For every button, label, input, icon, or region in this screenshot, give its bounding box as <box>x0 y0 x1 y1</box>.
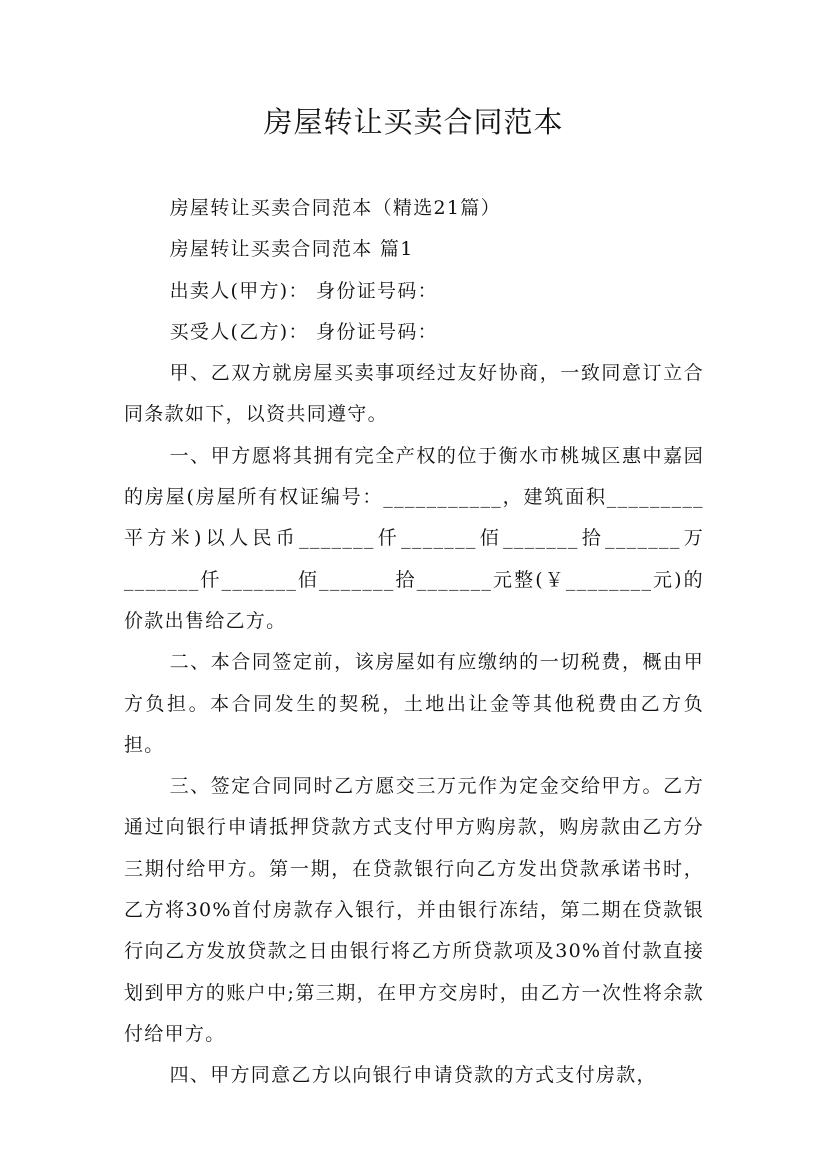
seller-line: 出卖人(甲方)： 身份证号码： <box>169 279 438 302</box>
clause-4-paragraph: 四、甲方同意乙方以向银行申请贷款的方式支付房款， <box>169 1064 657 1087</box>
section-heading: 房屋转让买卖合同范本 篇1 <box>169 238 414 261</box>
document-title: 房屋转让买卖合同范本 <box>263 105 564 139</box>
document-body <box>124 188 704 1097</box>
clause-2-paragraph: 二、本合同签定前，该房屋如有应缴纳的一切税费，概由甲方负担。本合同发生的契税，土地出让金等其他税费由乙方负担。 <box>124 651 704 756</box>
buyer-line: 买受人(乙方)： 身份证号码： <box>169 320 438 343</box>
preamble-paragraph: 甲、乙双方就房屋买卖事项经过友好协商，一致同意订立合同条款如下，以资共同遵守。 <box>124 362 704 426</box>
subtitle-paragraph: 房屋转让买卖合同范本（精选21篇） <box>169 197 501 219</box>
clause-1-paragraph: 一、甲方愿将其拥有完全产权的位于衡水市桃城区惠中嘉园的房屋(房屋所有权证编号：___________，建筑面积_________平方米)以人民币_______仟_______佰_______拾_______万_______仟_______佰_______拾_______元整(￥________元)的价款出售给乙方。 <box>124 444 704 632</box>
clause-3-paragraph: 三、签定合同同时乙方愿交三万元作为定金交给甲方。乙方通过向银行申请抵押贷款方式支付甲方购房款，购房款由乙方分三期付给甲方。第一期，在贷款银行向乙方发出贷款承诺书时，乙方将30%首付房款存入银行，并由银行冻结，第二期在贷款银行向乙方发放贷款之日由银行将乙方所贷款项及30%首付款直接划到甲方的账户中;第三期，在甲方交房时，由乙方一次性将余款付给甲方。 <box>124 775 704 1045</box>
